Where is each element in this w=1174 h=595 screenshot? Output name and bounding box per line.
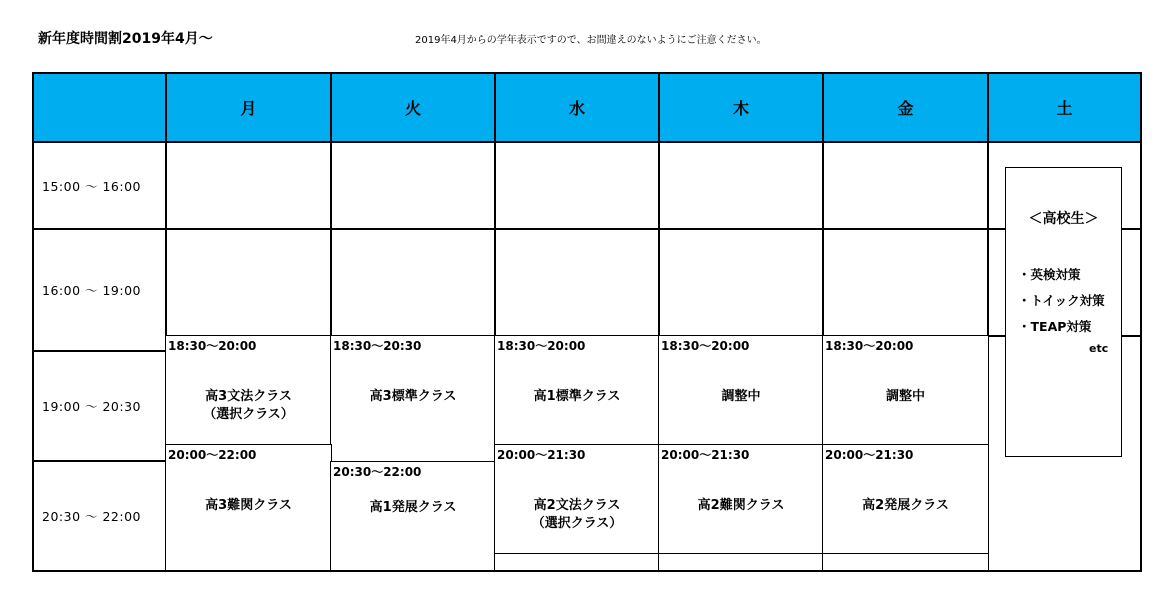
class-name: 高2発展クラス	[862, 498, 949, 513]
day-header-sat: 土	[987, 72, 1142, 143]
day-header-tue: 火	[330, 72, 496, 143]
day-header-thu: 木	[658, 72, 824, 143]
class-name: 高1標準クラス	[533, 389, 621, 404]
class-slot-mon-1	[165, 335, 332, 445]
class-name: 高2難関クラス	[697, 498, 785, 513]
day-header-wed: 水	[494, 72, 660, 143]
class-name	[495, 497, 659, 533]
class-time: 18:30～20:00	[497, 339, 586, 353]
empty-cell	[165, 228, 332, 337]
empty-cell	[165, 141, 332, 230]
empty-cell	[494, 228, 660, 337]
class-name	[166, 388, 331, 424]
class-time: 20:00～22:00	[168, 448, 257, 462]
class-slot-mon-2	[165, 444, 332, 572]
class-slot-tue-1	[330, 335, 496, 462]
class-time: 20:30～22:00	[333, 465, 422, 479]
class-name: 高3難関クラス	[205, 498, 292, 513]
time-cell-1: 15:00 ～ 16:00	[32, 141, 167, 230]
class-name: 高1発展クラス	[369, 500, 457, 515]
empty-cell	[822, 141, 989, 230]
saturday-item-toeic: ・トイック対策	[1018, 293, 1105, 308]
class-name: 高3標準クラス	[369, 389, 457, 404]
empty-cell	[494, 141, 660, 230]
class-time: 18:30～20:00	[661, 339, 750, 353]
time-cell-2: 16:00 ～ 19:00	[32, 228, 167, 352]
time-cell-3: 19:00 ～ 20:30	[32, 350, 167, 462]
class-time: 20:00～21:30	[661, 448, 750, 462]
empty-cell	[330, 228, 496, 337]
class-name: 調整中	[885, 389, 925, 404]
class-time: 20:00～21:30	[497, 448, 586, 462]
page-title: 新年度時間割2019年4月～	[38, 31, 213, 47]
empty-slot	[494, 553, 660, 572]
saturday-item-teap: ・TEAP対策	[1018, 319, 1092, 334]
class-name-line: （選択クラス）	[531, 516, 623, 531]
class-time: 18:30～20:00	[825, 339, 914, 353]
saturday-note-box	[1005, 167, 1122, 457]
class-slot-thu-1	[658, 335, 824, 445]
saturday-etc: etc	[1089, 342, 1109, 355]
class-name-line: 高3文法クラス	[205, 389, 292, 404]
corner-cell	[32, 72, 167, 143]
empty-slot	[822, 553, 989, 572]
class-time: 20:00～21:30	[825, 448, 914, 462]
class-slot-wed-2	[494, 444, 660, 555]
class-slot-thu-2	[658, 444, 824, 555]
timetable	[32, 72, 1142, 572]
class-name: 調整中	[721, 389, 761, 404]
empty-cell	[822, 228, 989, 337]
saturday-list	[1018, 262, 1105, 340]
empty-cell	[658, 141, 824, 230]
day-header-fri: 金	[822, 72, 989, 143]
class-slot-wed-1	[494, 335, 660, 445]
saturday-item-eiken: ・英検対策	[1018, 267, 1081, 282]
empty-cell	[658, 228, 824, 337]
empty-cell	[330, 141, 496, 230]
class-time: 18:30～20:30	[333, 339, 422, 353]
class-name-line: 高2文法クラス	[533, 498, 621, 513]
class-name-line: （選択クラス）	[203, 407, 294, 422]
day-header-mon: 月	[165, 72, 332, 143]
class-slot-fri-1	[822, 335, 989, 445]
class-time: 18:30～20:00	[168, 339, 257, 353]
empty-slot	[658, 553, 824, 572]
notice-text: 2019年4月からの学年表示ですので、お間違えのないようにご注意ください。	[415, 35, 767, 46]
class-slot-tue-2	[330, 461, 496, 572]
time-cell-4: 20:30 ～ 22:00	[32, 460, 167, 572]
saturday-title: ＜高校生＞	[1028, 211, 1099, 227]
class-slot-fri-2	[822, 444, 989, 555]
